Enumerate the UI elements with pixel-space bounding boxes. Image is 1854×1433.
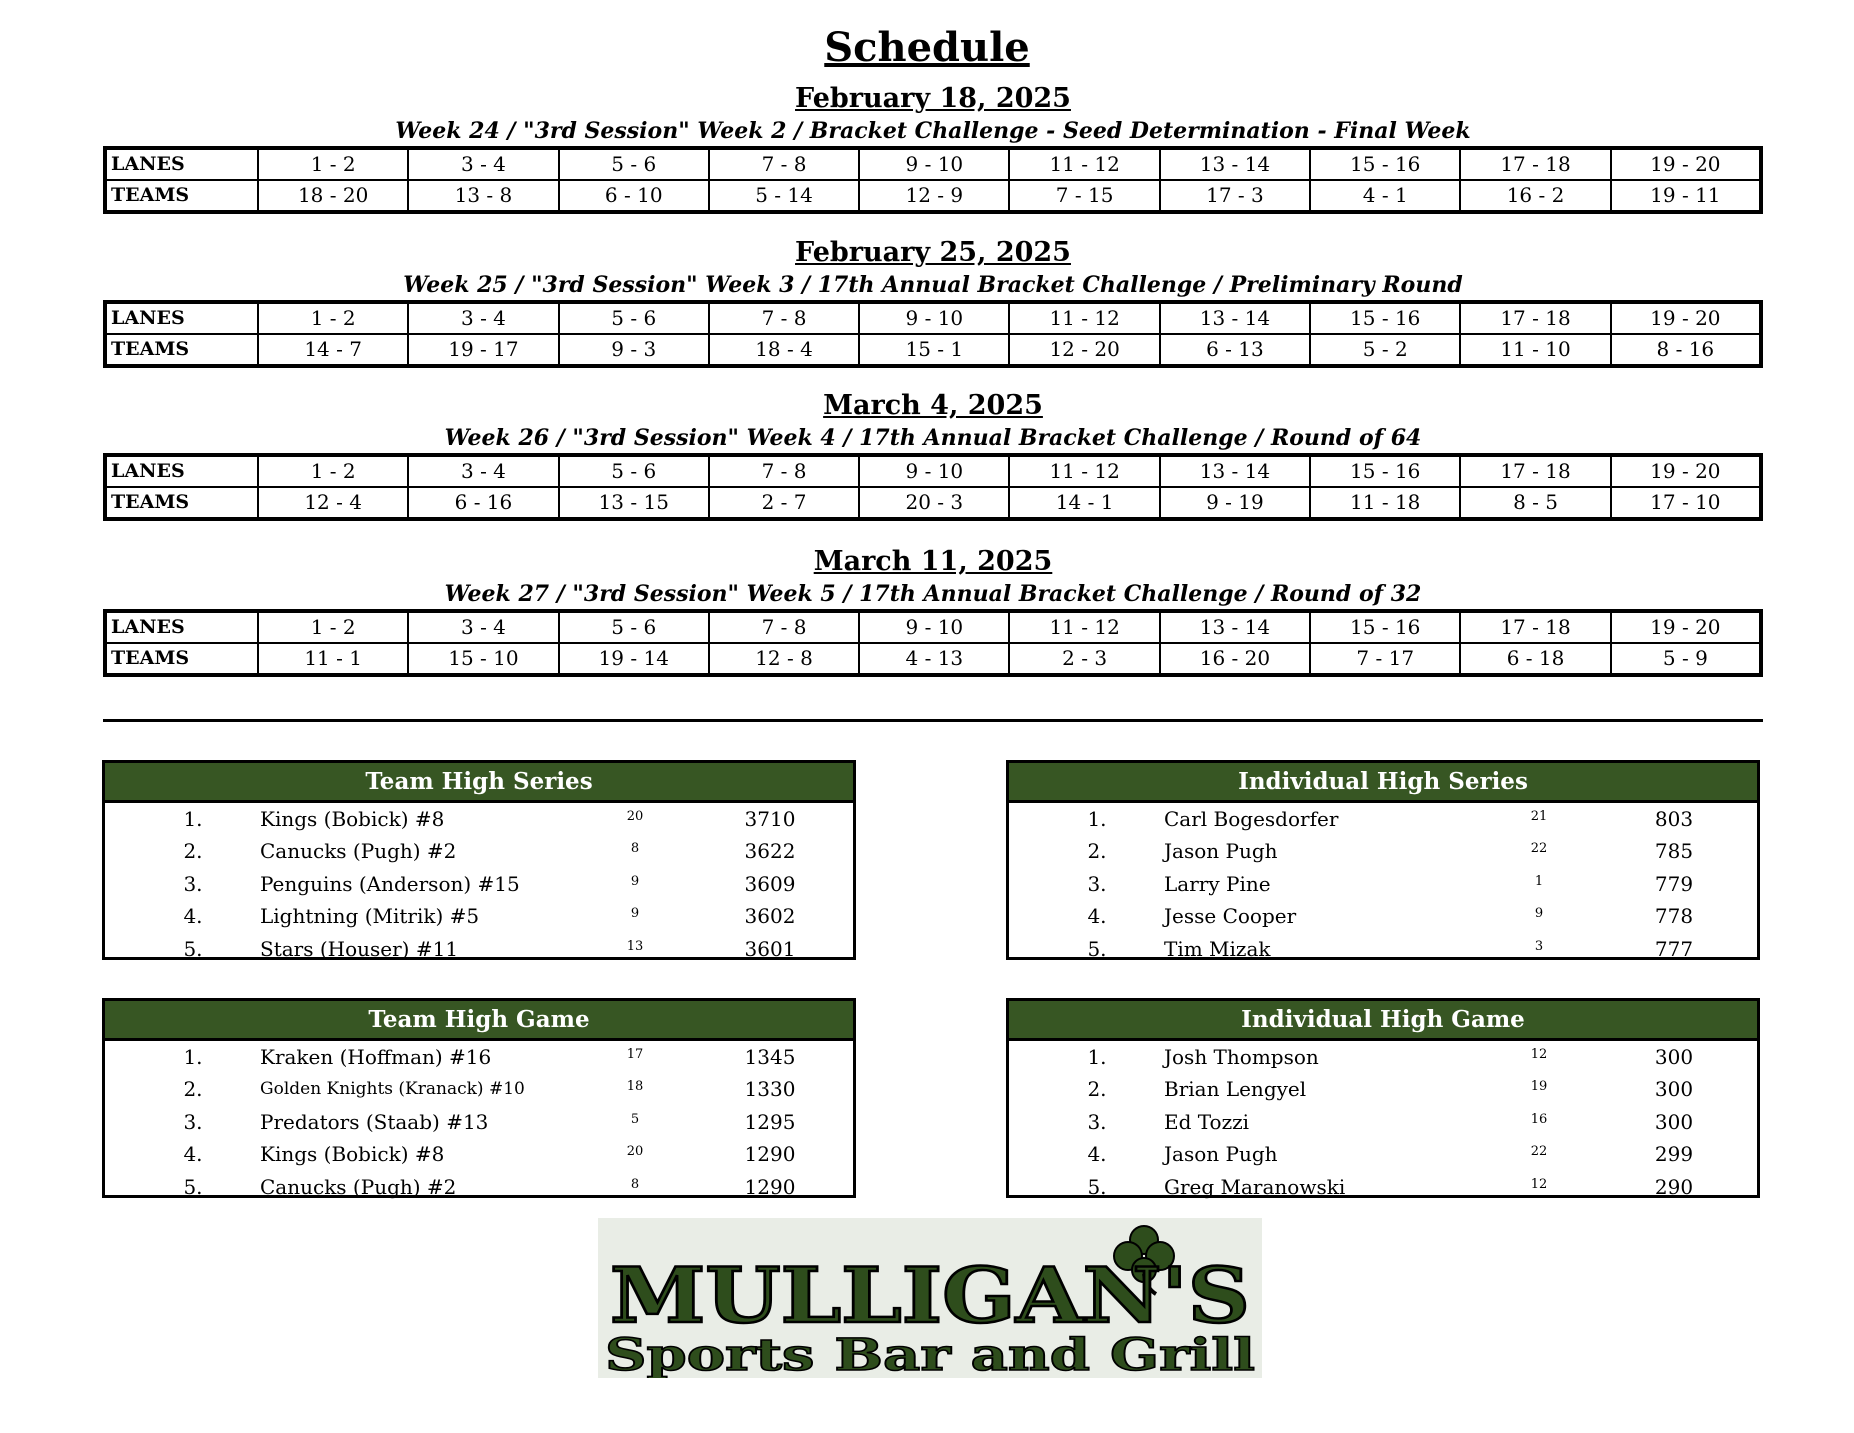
week-subtitle: Week 25 / "3rd Session" Week 3 / 17th Annual Bracket Challenge / Preliminary Round	[403, 272, 1463, 298]
team-high-series-panel	[102, 760, 856, 960]
score: 300	[1654, 1045, 1694, 1069]
list-item	[1009, 835, 1757, 867]
week-date: February 25, 2025	[795, 237, 1071, 268]
rank: 2.	[183, 839, 203, 864]
rank: 2.	[183, 1077, 203, 1102]
name: Larry Pine	[1164, 871, 1271, 896]
score: 785	[1654, 839, 1694, 864]
lane-cell: 1 - 2	[258, 455, 408, 487]
name: Penguins (Anderson) #15	[260, 871, 520, 896]
score: 1290	[744, 1174, 796, 1199]
lane-cell: 7 - 8	[709, 302, 859, 334]
teams-row	[105, 180, 1761, 212]
matchup-cell: 6 - 16	[408, 487, 558, 519]
teams-label: TEAMS	[105, 643, 258, 675]
team-number: 13	[626, 938, 644, 954]
matchup-cell: 5 - 14	[709, 180, 859, 212]
week-date: March 11, 2025	[813, 546, 1053, 577]
matchup-cell: 12 - 8	[709, 643, 859, 675]
lane-cell: 3 - 4	[408, 455, 558, 487]
list-item	[1009, 1171, 1757, 1203]
matchup-cell: 14 - 7	[258, 334, 408, 366]
schedule-table	[103, 300, 1763, 368]
score: 3622	[744, 839, 796, 864]
list-item	[105, 1041, 853, 1073]
teams-label: TEAMS	[105, 487, 258, 519]
name: Lightning (Mitrik) #5	[260, 904, 480, 929]
week-subtitle: Week 24 / "3rd Session" Week 2 / Bracket Challenge - Seed Determination - Final Week	[395, 118, 1471, 144]
lanes-row	[105, 455, 1761, 487]
score: 803	[1654, 807, 1694, 831]
score: 779	[1654, 871, 1694, 896]
week-block	[103, 82, 1763, 214]
lanes-label: LANES	[105, 611, 258, 643]
team-number: 16	[1530, 1111, 1548, 1127]
panel-title: Individual High Series	[1009, 763, 1757, 803]
team-number: 22	[1530, 1144, 1548, 1160]
week-date: March 4, 2025	[823, 390, 1043, 421]
lane-cell: 15 - 16	[1310, 455, 1460, 487]
lane-cell: 15 - 16	[1310, 611, 1460, 643]
score: 300	[1654, 1109, 1694, 1134]
rank: 1.	[183, 1045, 203, 1069]
matchup-cell: 20 - 3	[859, 487, 1009, 519]
lane-cell: 5 - 6	[559, 455, 709, 487]
individual-high-game-panel	[1006, 998, 1760, 1198]
teams-label: TEAMS	[105, 334, 258, 366]
team-number: 22	[1530, 841, 1548, 857]
week-block	[103, 389, 1763, 521]
name: Kings (Bobick) #8	[260, 807, 445, 831]
team-number: 8	[630, 1176, 640, 1192]
matchup-cell: 13 - 15	[559, 487, 709, 519]
lane-cell: 1 - 2	[258, 611, 408, 643]
lane-cell: 9 - 10	[859, 611, 1009, 643]
name: Carl Bogesdorfer	[1164, 807, 1339, 831]
matchup-cell: 11 - 18	[1310, 487, 1460, 519]
rank: 4.	[183, 1142, 203, 1167]
rank: 3.	[1087, 1109, 1107, 1134]
name: Jason Pugh	[1164, 1142, 1278, 1167]
lane-cell: 13 - 14	[1160, 148, 1310, 180]
name: Golden Knights (Kranack) #10	[260, 1079, 525, 1100]
lane-cell: 9 - 10	[859, 455, 1009, 487]
matchup-cell: 17 - 3	[1160, 180, 1310, 212]
page-title: Schedule	[824, 24, 1030, 71]
matchup-cell: 6 - 10	[559, 180, 709, 212]
lane-cell: 3 - 4	[408, 148, 558, 180]
team-number: 9	[630, 906, 640, 922]
teams-row	[105, 487, 1761, 519]
team-number: 9	[630, 873, 640, 889]
lane-cell: 11 - 12	[1009, 455, 1159, 487]
name: Ed Tozzi	[1164, 1109, 1250, 1134]
panel-title: Team High Game	[105, 1001, 853, 1041]
panel-title: Team High Series	[105, 763, 853, 803]
lane-cell: 7 - 8	[709, 148, 859, 180]
lanes-label: LANES	[105, 302, 258, 334]
lane-cell: 3 - 4	[408, 302, 558, 334]
rank: 1.	[1087, 807, 1107, 831]
lane-cell: 1 - 2	[258, 148, 408, 180]
rank: 1.	[1087, 1045, 1107, 1069]
score: 777	[1654, 936, 1694, 961]
list-item	[105, 868, 853, 900]
score: 3602	[744, 904, 796, 929]
lanes-label: LANES	[105, 455, 258, 487]
score: 1295	[744, 1109, 796, 1134]
name: Josh Thompson	[1164, 1045, 1319, 1069]
panel-title: Individual High Game	[1009, 1001, 1757, 1041]
matchup-cell: 13 - 8	[408, 180, 558, 212]
list-item	[105, 1138, 853, 1170]
matchup-cell: 15 - 10	[408, 643, 558, 675]
lanes-label: LANES	[105, 148, 258, 180]
week-subtitle: Week 27 / "3rd Session" Week 5 / 17th Annual Bracket Challenge / Round of 32	[444, 581, 1422, 607]
score: 1330	[744, 1077, 796, 1102]
lane-cell: 7 - 8	[709, 611, 859, 643]
team-number: 20	[626, 809, 644, 824]
matchup-cell: 16 - 20	[1160, 643, 1310, 675]
matchup-cell: 11 - 10	[1460, 334, 1610, 366]
rank: 4.	[1087, 1142, 1107, 1167]
week-block	[103, 236, 1763, 368]
list-item	[1009, 1106, 1757, 1138]
lanes-row	[105, 148, 1761, 180]
lane-cell: 1 - 2	[258, 302, 408, 334]
name: Tim Mizak	[1164, 936, 1271, 961]
matchup-cell: 4 - 13	[859, 643, 1009, 675]
team-number: 12	[1530, 1047, 1548, 1062]
score: 3609	[744, 871, 796, 896]
lane-cell: 19 - 20	[1611, 148, 1761, 180]
team-number: 17	[626, 1047, 644, 1062]
score: 778	[1654, 904, 1694, 929]
matchup-cell: 18 - 20	[258, 180, 408, 212]
matchup-cell: 7 - 15	[1009, 180, 1159, 212]
logo-tagline: Sports Bar and Grill	[605, 1330, 1255, 1378]
team-number: 3	[1534, 938, 1544, 954]
list-item	[105, 900, 853, 932]
score: 3710	[744, 807, 796, 831]
matchup-cell: 11 - 1	[258, 643, 408, 675]
lane-cell: 13 - 14	[1160, 455, 1310, 487]
schedule-table	[103, 146, 1763, 214]
lane-cell: 5 - 6	[559, 148, 709, 180]
name: Jesse Cooper	[1164, 904, 1297, 929]
lane-cell: 7 - 8	[709, 455, 859, 487]
name: Jason Pugh	[1164, 839, 1278, 864]
name: Predators (Staab) #13	[260, 1109, 489, 1134]
matchup-cell: 6 - 13	[1160, 334, 1310, 366]
individual-high-series-panel	[1006, 760, 1760, 960]
matchup-cell: 19 - 11	[1611, 180, 1761, 212]
name: Kraken (Hoffman) #16	[260, 1045, 492, 1069]
list-item	[1009, 1138, 1757, 1170]
rank: 2.	[1087, 839, 1107, 864]
lane-cell: 11 - 12	[1009, 611, 1159, 643]
mulligans-logo	[598, 1218, 1262, 1378]
lane-cell: 15 - 16	[1310, 302, 1460, 334]
matchup-cell: 19 - 17	[408, 334, 558, 366]
matchup-cell: 2 - 7	[709, 487, 859, 519]
list-item	[105, 1171, 853, 1203]
rank: 3.	[1087, 871, 1107, 896]
section-divider	[103, 719, 1763, 722]
rank: 4.	[183, 904, 203, 929]
teams-row	[105, 643, 1761, 675]
list-item	[105, 803, 853, 835]
score: 1290	[744, 1142, 796, 1167]
lane-cell: 3 - 4	[408, 611, 558, 643]
matchup-cell: 12 - 4	[258, 487, 408, 519]
lane-cell: 11 - 12	[1009, 148, 1159, 180]
rank: 5.	[183, 1174, 203, 1199]
rank: 1.	[183, 807, 203, 831]
team-number: 20	[626, 1144, 644, 1160]
name: Stars (Houser) #11	[260, 936, 459, 961]
teams-row	[105, 334, 1761, 366]
lane-cell: 19 - 20	[1611, 611, 1761, 643]
list-item	[1009, 868, 1757, 900]
score: 299	[1654, 1142, 1694, 1167]
matchup-cell: 8 - 16	[1611, 334, 1761, 366]
teams-label: TEAMS	[105, 180, 258, 212]
rank: 3.	[183, 1109, 203, 1134]
matchup-cell: 5 - 2	[1310, 334, 1460, 366]
week-block	[103, 545, 1763, 677]
list-item	[105, 933, 853, 965]
schedule-table	[103, 453, 1763, 521]
score: 3601	[744, 936, 796, 961]
lane-cell: 15 - 16	[1310, 148, 1460, 180]
name: Brian Lengyel	[1164, 1077, 1307, 1102]
lane-cell: 9 - 10	[859, 148, 1009, 180]
week-date: February 18, 2025	[795, 83, 1071, 114]
name: Greg Maranowski	[1164, 1174, 1346, 1199]
name: Canucks (Pugh) #2	[260, 1174, 457, 1199]
score: 1345	[744, 1045, 796, 1069]
matchup-cell: 19 - 14	[559, 643, 709, 675]
matchup-cell: 6 - 18	[1460, 643, 1610, 675]
lane-cell: 13 - 14	[1160, 611, 1310, 643]
matchup-cell: 16 - 2	[1460, 180, 1610, 212]
schedule-table	[103, 609, 1763, 677]
matchup-cell: 5 - 9	[1611, 643, 1761, 675]
lane-cell: 5 - 6	[559, 302, 709, 334]
matchup-cell: 15 - 1	[859, 334, 1009, 366]
team-number: 1	[1534, 873, 1544, 889]
matchup-cell: 2 - 3	[1009, 643, 1159, 675]
matchup-cell: 8 - 5	[1460, 487, 1610, 519]
rank: 5.	[183, 936, 203, 961]
score: 290	[1654, 1174, 1694, 1199]
lane-cell: 9 - 10	[859, 302, 1009, 334]
name: Canucks (Pugh) #2	[260, 839, 457, 864]
list-item	[1009, 1073, 1757, 1105]
team-number: 5	[630, 1111, 640, 1127]
lane-cell: 17 - 18	[1460, 455, 1610, 487]
rank: 2.	[1087, 1077, 1107, 1102]
week-subtitle: Week 26 / "3rd Session" Week 4 / 17th Annual Bracket Challenge / Round of 64	[444, 425, 1422, 451]
lane-cell: 11 - 12	[1009, 302, 1159, 334]
lane-cell: 17 - 18	[1460, 302, 1610, 334]
team-number: 9	[1534, 906, 1544, 922]
list-item	[1009, 933, 1757, 965]
matchup-cell: 9 - 3	[559, 334, 709, 366]
list-item	[105, 1073, 853, 1105]
matchup-cell: 12 - 20	[1009, 334, 1159, 366]
matchup-cell: 17 - 10	[1611, 487, 1761, 519]
team-number: 8	[630, 841, 640, 857]
rank: 4.	[1087, 904, 1107, 929]
lane-cell: 19 - 20	[1611, 455, 1761, 487]
matchup-cell: 14 - 1	[1009, 487, 1159, 519]
lanes-row	[105, 302, 1761, 334]
name: Kings (Bobick) #8	[260, 1142, 445, 1167]
lane-cell: 19 - 20	[1611, 302, 1761, 334]
score: 300	[1654, 1077, 1694, 1102]
team-number: 12	[1530, 1176, 1548, 1192]
lane-cell: 5 - 6	[559, 611, 709, 643]
list-item	[105, 1106, 853, 1138]
logo-graphic	[598, 1218, 1262, 1378]
matchup-cell: 7 - 17	[1310, 643, 1460, 675]
list-item	[105, 835, 853, 867]
team-number: 18	[626, 1079, 644, 1095]
logo-wordmark: MULLIGAN'S	[610, 1251, 1250, 1340]
lane-cell: 13 - 14	[1160, 302, 1310, 334]
list-item	[1009, 803, 1757, 835]
matchup-cell: 18 - 4	[709, 334, 859, 366]
team-number: 19	[1530, 1079, 1548, 1095]
list-item	[1009, 900, 1757, 932]
list-item	[1009, 1041, 1757, 1073]
team-number: 21	[1530, 809, 1548, 824]
lanes-row	[105, 611, 1761, 643]
lane-cell: 17 - 18	[1460, 148, 1610, 180]
rank: 5.	[1087, 1174, 1107, 1199]
rank: 5.	[1087, 936, 1107, 961]
matchup-cell: 9 - 19	[1160, 487, 1310, 519]
team-high-game-panel	[102, 998, 856, 1198]
matchup-cell: 4 - 1	[1310, 180, 1460, 212]
lane-cell: 17 - 18	[1460, 611, 1610, 643]
rank: 3.	[183, 871, 203, 896]
matchup-cell: 12 - 9	[859, 180, 1009, 212]
